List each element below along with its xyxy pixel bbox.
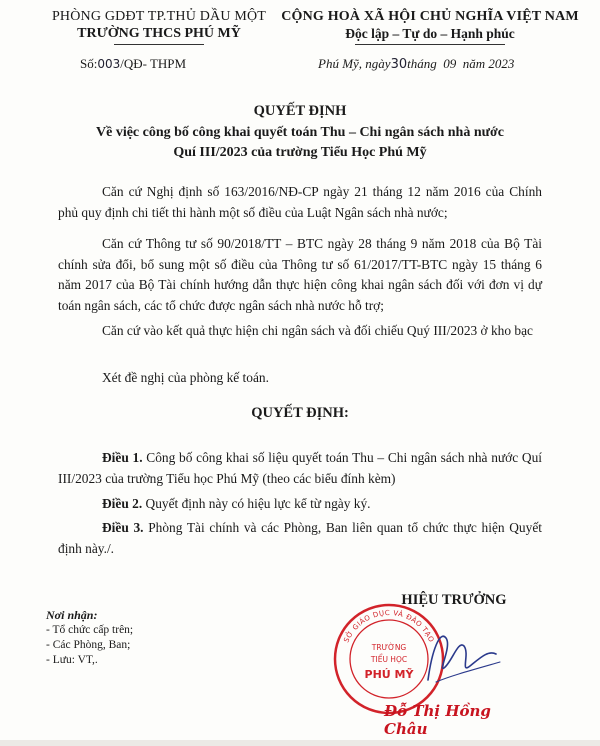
basis-paragraph: Căn cứ vào kết quả thực hiện chi ngân sách và đối chiếu Quý III/2023 ở kho bạc (102, 323, 533, 338)
doc-number-suffix: /QĐ- THPM (120, 56, 187, 71)
motto: Độc lập – Tự do – Hạnh phúc (345, 26, 515, 41)
stamp-line-3: PHÚ MỸ (364, 668, 414, 681)
recipient-item: - Lưu: VT,. (46, 654, 98, 666)
date-month: 09 (443, 56, 457, 71)
recipients-label: Nơi nhận: (46, 608, 98, 622)
basis-paragraph: Căn cứ Nghị định số 163/2016/NĐ-CP ngày 21 tháng 12 năm 2016 của Chính phủ quy định chi tiết thi hành một số điều của Luật Ngân sách nhà nước; (58, 184, 542, 220)
subtitle-line-2: Quí III/2023 của trường Tiểu Học Phú Mỹ (173, 145, 427, 160)
recipient-item: - Các Phòng, Ban; (46, 639, 131, 651)
basis-paragraph: Căn cứ Thông tư số 90/2018/TT – BTC ngày 28 tháng 9 năm 2018 của Bộ Tài chính sửa đổi, bổ sung một số điều của Thông tư số 61/2017/TT-BTC ngày 15 tháng 6 năm 2017 của Bộ Tài chính hướng dẫn thực hiện công khai ngân sách đối với đơn vị dự toán ngân sách, các tổ chức được ngân sách nhà nước hỗ trợ; (58, 236, 542, 313)
recipients-block (46, 608, 133, 668)
issuer-underline (114, 44, 204, 45)
article-label: Điều 3. (102, 520, 144, 535)
article-3 (58, 518, 542, 559)
basis-paragraph: Xét đề nghị của phòng kế toán. (102, 370, 269, 385)
article-text: Quyết định này có hiệu lực kể từ ngày ký. (142, 496, 371, 511)
nation-name: CỘNG HOÀ XÃ HỘI CHỦ NGHĨA VIỆT NAM (281, 9, 579, 24)
recipients-list (46, 623, 133, 668)
issuer-block (44, 8, 274, 45)
motto-underline (355, 44, 505, 45)
document-subtitle (60, 123, 540, 163)
month-label: tháng (407, 56, 437, 71)
signer-name: Đỗ Thị Hồng Châu (384, 702, 491, 738)
stamp-top-text: SỞ GIÁO DỤC VÀ ĐÀO TẠO (342, 608, 436, 644)
document-title: QUYẾT ĐỊNH (253, 103, 347, 119)
article-1 (58, 448, 542, 489)
place: Phú Mỹ, ngày (318, 56, 391, 71)
signature (380, 610, 520, 700)
article-label: Điều 1. (102, 450, 143, 465)
decision-heading: QUYẾT ĐỊNH: (251, 405, 349, 421)
stamp-line-2: TIỂU HỌC (370, 655, 408, 664)
article-2 (58, 494, 542, 515)
article-text: Công bố công khai số liệu quyết toán Thu – Chi ngân sách nhà nước Quí III/2023 của trường Tiểu học Phú Mỹ (theo các biểu đính kèm) (58, 450, 542, 486)
article-text: Phòng Tài chính và các Phòng, Ban liên quan tổ chức thực hiện Quyết định này./. (58, 520, 542, 556)
subtitle-line-1: Về việc công bố công khai quyết toán Thu – Chi ngân sách nhà nước (96, 125, 504, 140)
issuer-org: PHÒNG GDĐT TP.THỦ DẦU MỘT (51, 9, 267, 24)
recipient-item: - Tổ chức cấp trên; (46, 624, 134, 636)
page-bottom-edge (0, 740, 600, 746)
doc-number-value: 003 (97, 57, 121, 71)
doc-number-prefix: Số: (80, 56, 98, 71)
stamp-line-1: TRƯỜNG (371, 643, 407, 652)
signer-title: HIỆU TRƯỞNG (401, 592, 507, 608)
article-label: Điều 2. (102, 496, 143, 511)
national-motto-block (280, 8, 580, 45)
document-number (80, 56, 186, 72)
place-date (318, 56, 514, 72)
date-year: năm 2023 (462, 56, 515, 71)
date-day: 30 (390, 57, 408, 72)
issuer-school: TRƯỜNG THCS PHÚ MỸ (77, 26, 241, 41)
